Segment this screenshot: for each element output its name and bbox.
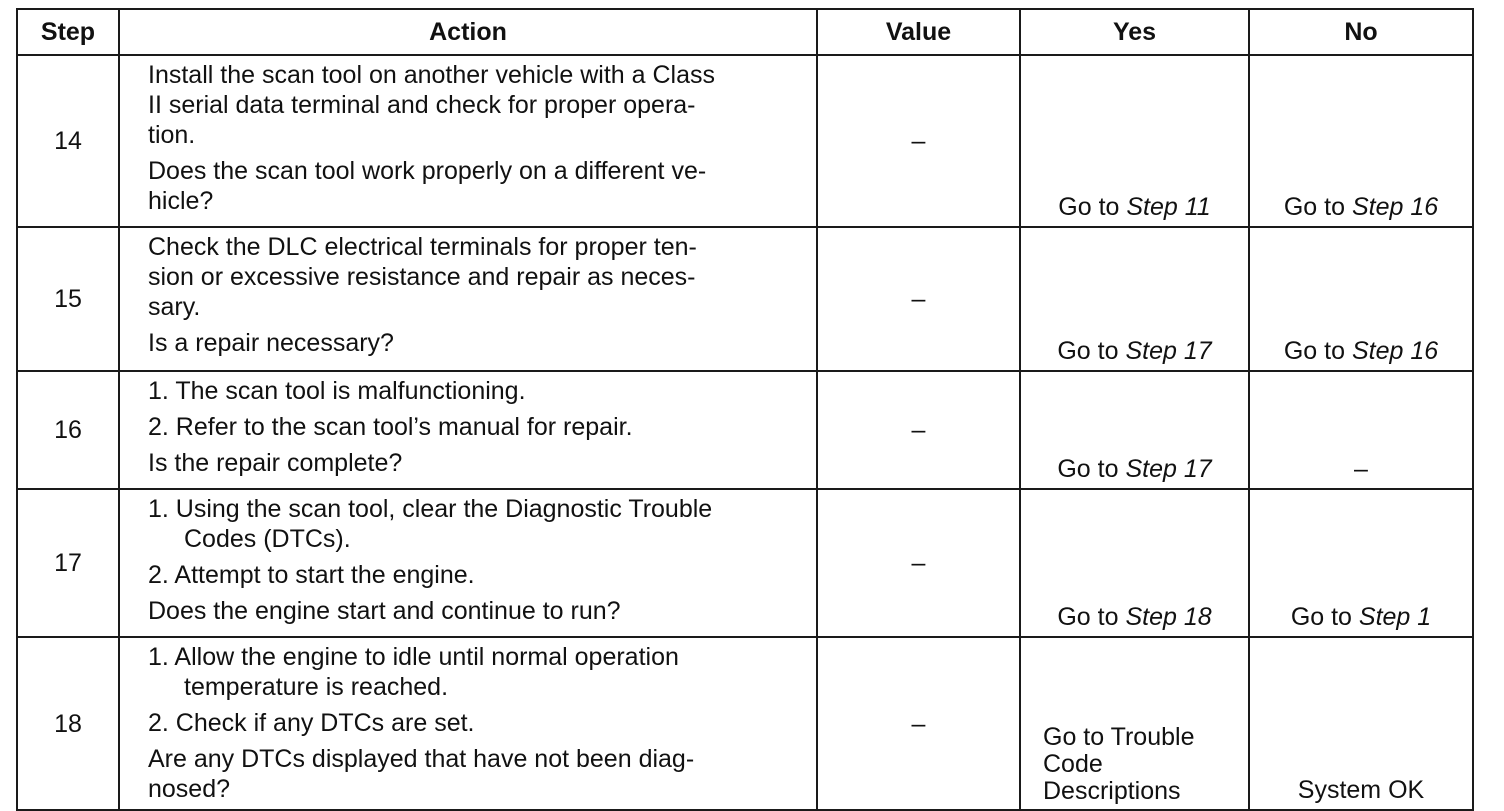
no-cell: –	[1249, 371, 1473, 489]
no-cell	[1249, 489, 1473, 637]
table-row-step-14	[17, 55, 1473, 227]
step-number: 17	[17, 489, 119, 637]
action-question: Does the engine start and continue to run?	[148, 597, 621, 625]
no-cell	[1249, 227, 1473, 371]
header-value: Value	[817, 9, 1020, 55]
header-yes: Yes	[1020, 9, 1249, 55]
yes-step-link: Step 11	[1126, 193, 1211, 221]
yes-cell	[1020, 489, 1249, 637]
value-cell: –	[817, 489, 1020, 637]
action-cell	[119, 489, 817, 637]
table-row-step-15	[17, 227, 1473, 371]
action-list-item: 1. Using the scan tool, clear the Diagnostic Trouble Codes (DTCs).	[148, 495, 713, 553]
no-step-link: Step 16	[1351, 193, 1439, 221]
yes-step-link: Step 17	[1125, 337, 1212, 365]
no-prefix: Go to	[1283, 337, 1352, 365]
table-row-step-17	[17, 489, 1473, 637]
step-number: 16	[17, 371, 119, 489]
step-number: 14	[17, 55, 119, 227]
value-cell: –	[817, 637, 1020, 810]
action-list-item: 1. Allow the engine to idle until normal operation temperature is reached.	[148, 643, 679, 701]
value-cell: –	[817, 227, 1020, 371]
yes-line: Go to Trouble	[1043, 723, 1195, 751]
yes-step-link: Step 18	[1125, 603, 1212, 631]
action-list-item: 2. Refer to the scan tool’s manual for repair.	[148, 413, 633, 441]
action-line: Check the DLC electrical terminals for proper ten-	[148, 233, 697, 261]
action-cell	[119, 637, 817, 810]
yes-prefix: Go to	[1058, 193, 1127, 221]
action-list-item: 2. Attempt to start the engine.	[148, 561, 475, 589]
header-row	[17, 9, 1473, 55]
yes-cell	[1020, 55, 1249, 227]
action-line: sion or excessive resistance and repair as neces-	[148, 263, 696, 291]
yes-prefix: Go to	[1057, 603, 1126, 631]
no-prefix: Go to	[1283, 193, 1352, 221]
yes-prefix: Go to	[1057, 337, 1126, 365]
action-question: hicle?	[148, 187, 214, 215]
value-cell: –	[817, 55, 1020, 227]
action-list-item: 2. Check if any DTCs are set.	[148, 709, 475, 737]
yes-prefix: Go to	[1057, 455, 1126, 483]
header-action: Action	[119, 9, 817, 55]
step-number: 15	[17, 227, 119, 371]
diagnostic-table	[16, 8, 1474, 811]
no-cell: System OK	[1249, 637, 1473, 810]
no-prefix: Go to	[1290, 603, 1359, 631]
action-question: Is the repair complete?	[148, 449, 403, 477]
yes-cell	[1020, 637, 1249, 810]
yes-line: Code	[1043, 750, 1103, 778]
action-line: tion.	[148, 121, 196, 149]
no-step-link: Step 16	[1351, 337, 1439, 365]
action-cell	[119, 227, 817, 371]
header-step: Step	[17, 9, 119, 55]
action-question: Is a repair necessary?	[148, 329, 394, 357]
action-cell	[119, 371, 817, 489]
yes-cell	[1020, 227, 1249, 371]
yes-step-link: Step 17	[1125, 455, 1212, 483]
table-row-step-16	[17, 371, 1473, 489]
action-question: Are any DTCs displayed that have not been diag-	[148, 745, 695, 773]
action-line: Install the scan tool on another vehicle with a Class	[148, 61, 715, 89]
no-cell	[1249, 55, 1473, 227]
no-step-link: Step 1	[1358, 603, 1432, 631]
yes-cell	[1020, 371, 1249, 489]
action-question: nosed?	[148, 775, 231, 803]
table-row-step-18	[17, 637, 1473, 810]
step-number: 18	[17, 637, 119, 810]
action-line: II serial data terminal and check for proper opera-	[148, 91, 696, 119]
action-cell	[119, 55, 817, 227]
yes-line: Descriptions	[1043, 777, 1181, 805]
header-no: No	[1249, 9, 1473, 55]
value-cell: –	[817, 371, 1020, 489]
action-question: Does the scan tool work properly on a different ve-	[148, 157, 707, 185]
action-line: sary.	[148, 293, 201, 321]
action-list-item: 1. The scan tool is malfunctioning.	[148, 377, 526, 405]
